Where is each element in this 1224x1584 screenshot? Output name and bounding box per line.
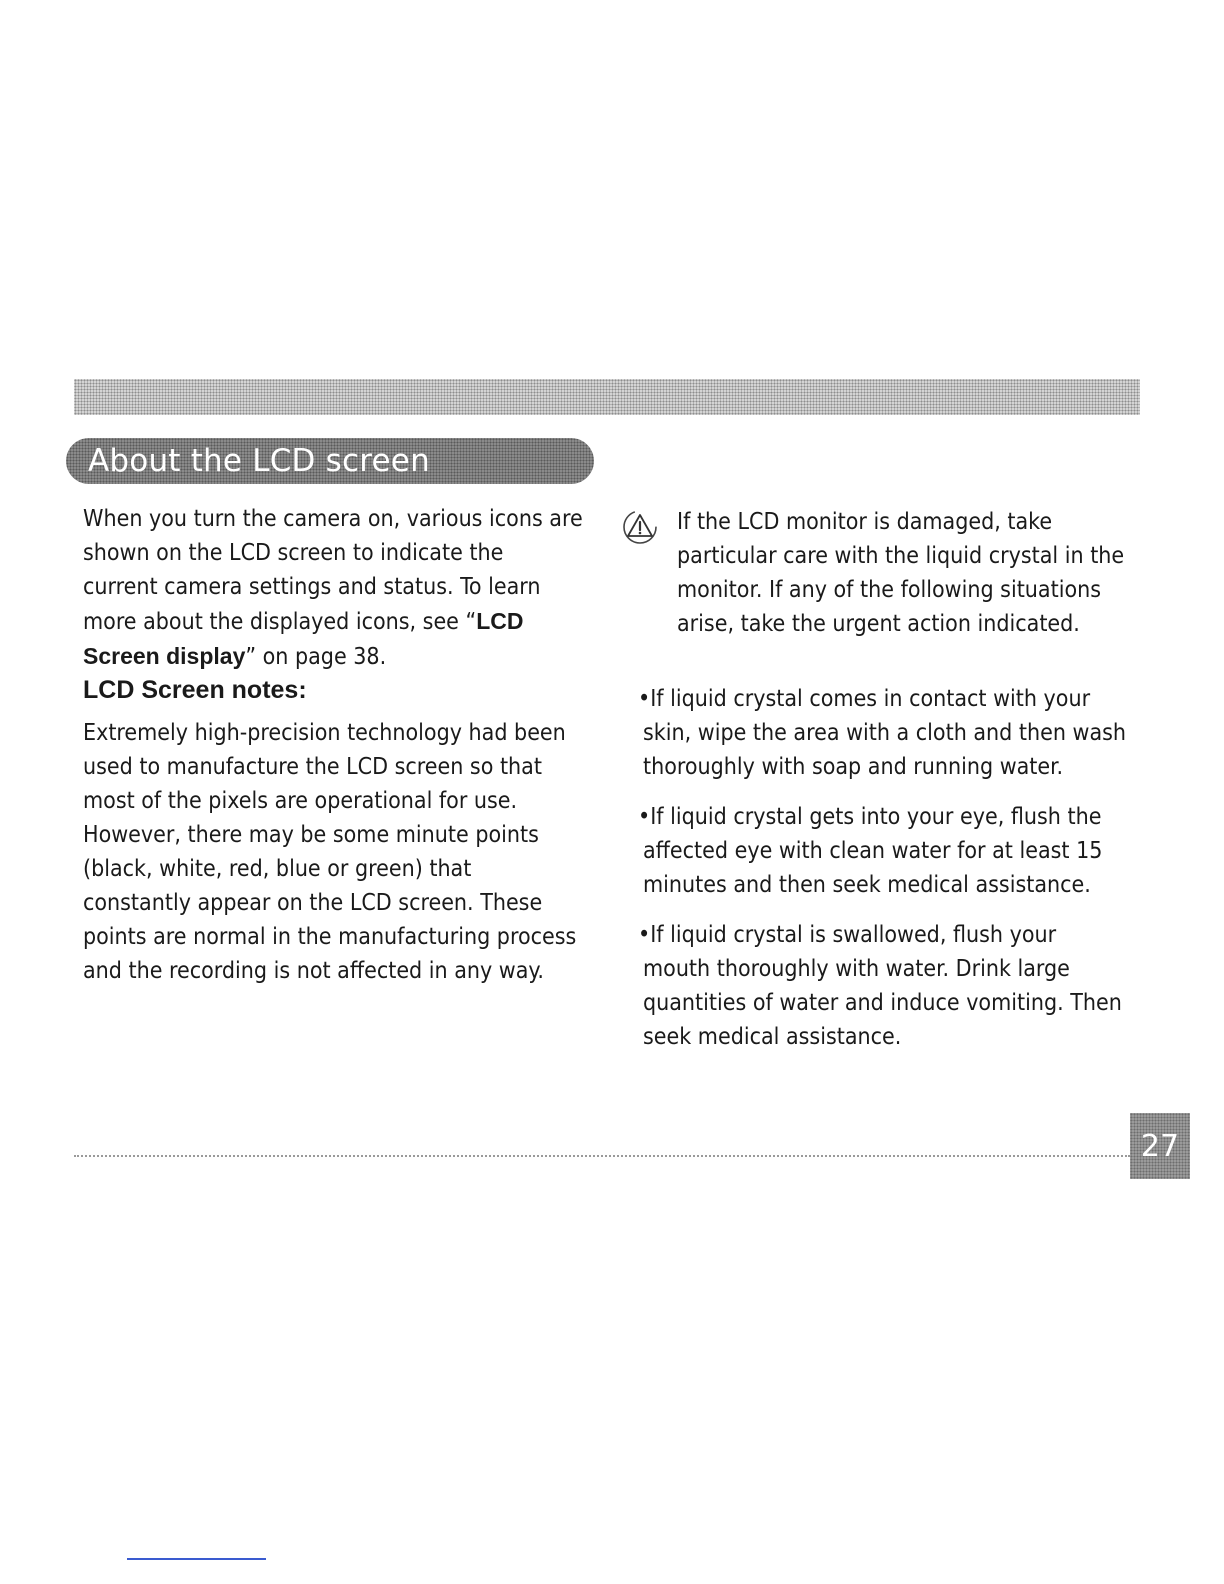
intro-text-after: ” on page 38. bbox=[245, 644, 387, 670]
section-title-pill bbox=[66, 438, 594, 484]
list-item: •If liquid crystal gets into your eye, flush the affected eye with clean water for at least 15 minutes and then seek medical assistance. bbox=[638, 804, 1103, 898]
header-band bbox=[74, 379, 1140, 415]
warning-text: If the LCD monitor is damaged, take particular care with the liquid crystal in the monitor. If any of the following situations arise, take the urgent action indicated. bbox=[677, 509, 1125, 637]
intro-paragraph bbox=[83, 502, 583, 674]
section-title: About the LCD screen bbox=[88, 442, 430, 479]
notes-body: Extremely high-precision technology had been used to manufacture the LCD screen so that most of the pixels are operational for use. However, there may be some minute points (black, white, red, blue or green) that constantly appear on the LCD screen. These points are normal in the manufacturing process and the recording is not affected in any way. bbox=[83, 720, 577, 984]
notes-heading: LCD Screen notes: bbox=[83, 676, 307, 704]
intro-text-before: When you turn the camera on, various icons are shown on the LCD screen to indicate the current camera settings and status. To learn more about the displayed icons, see “ bbox=[83, 506, 583, 635]
lcd-screen-display-reference: LCD Screen display bbox=[83, 608, 524, 669]
list-item: •If liquid crystal is swallowed, flush your mouth thoroughly with water. Drink large quantities of water and induce vomiting. Then seek medical assistance. bbox=[638, 922, 1122, 1050]
footer-divider bbox=[74, 1155, 1130, 1157]
warning-triangle-icon bbox=[621, 508, 659, 546]
list-item: •If liquid crystal comes in contact with your skin, wipe the area with a cloth and then wash thoroughly with soap and running water. bbox=[638, 686, 1127, 780]
precaution-list bbox=[638, 682, 1128, 1070]
page-number-badge bbox=[1130, 1113, 1190, 1179]
scan-artifact-line bbox=[127, 1558, 266, 1560]
page-number: 27 bbox=[1140, 1128, 1180, 1164]
